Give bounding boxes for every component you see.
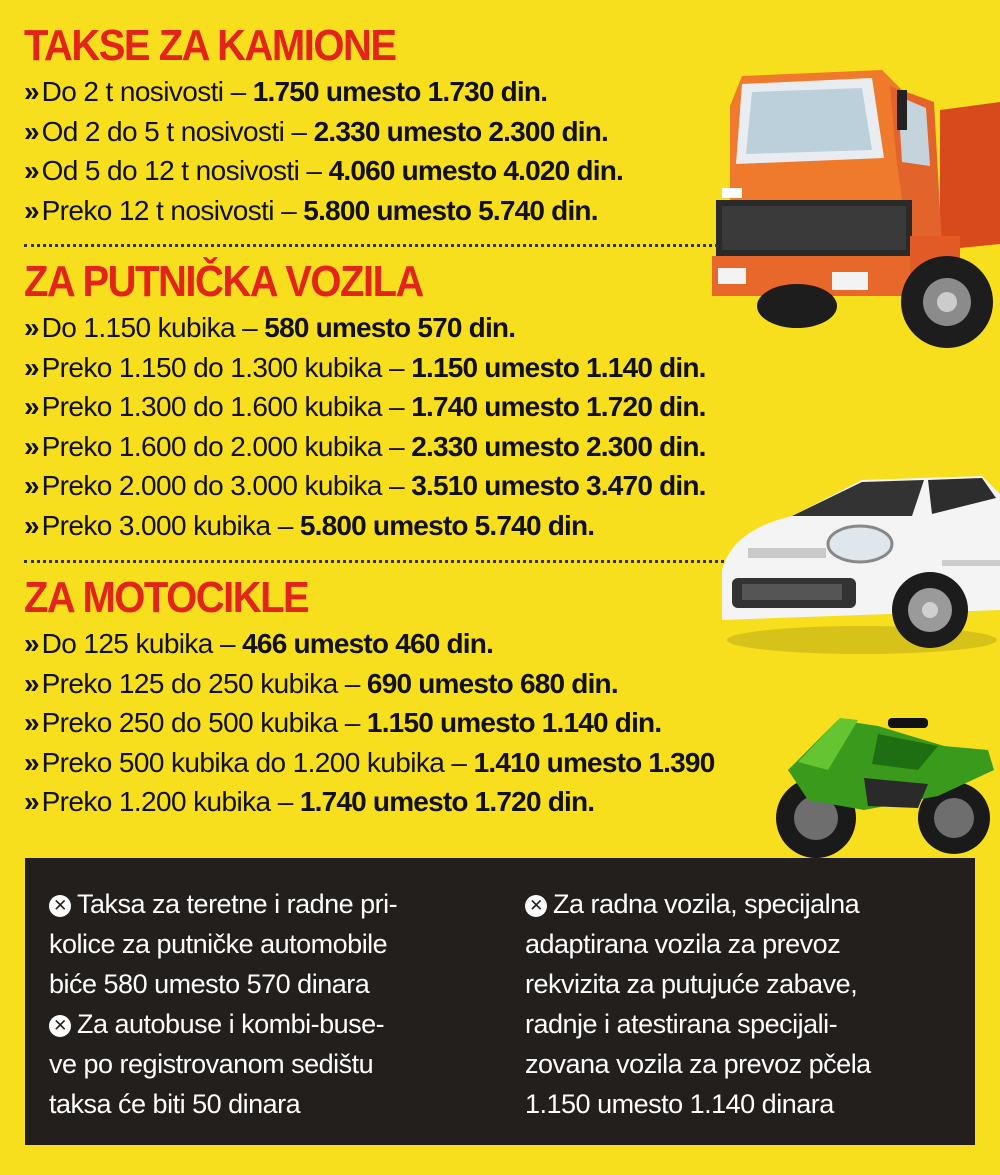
section-passenger-vehicles [24,258,706,545]
list-item: » Od 2 do 5 t nosivosti – 2.330 umesto 2.300 din. [24,115,609,147]
section-divider [24,244,724,247]
list-item: » Preko 12 t nosivosti – 5.800 umesto 5.740 din. [24,194,598,226]
arrow-icon: » [24,155,36,186]
list-item: » Preko 1.150 do 1.300 kubika – 1.150 umesto 1.140 din. [24,351,706,383]
section-heading: ZA MOTOCIKLE [24,574,309,622]
notes-box [25,858,975,1145]
list-item: » Preko 1.200 kubika – 1.740 umesto 1.720 din. [24,786,595,817]
list-item: » Preko 125 do 250 kubika – 690 umesto 680 din. [24,667,618,699]
arrow-icon: » [24,628,36,659]
section-trucks [24,22,623,230]
note-item: ✕ Za radna vozila, specijalna adaptirana vozila za prevoz rekvizita za putujuće zabave, radnje i atestirana specijali- zovana vozila za prevoz pčela 1.150 umesto 1.140 dinara [525,889,871,1119]
section-motorcycles [24,574,714,822]
close-circle-icon: ✕ [49,895,71,917]
close-circle-icon: ✕ [49,1015,71,1037]
list-item: » Preko 1.300 do 1.600 kubika – 1.740 umesto 1.720 din. [24,391,706,422]
car-image [712,470,1000,665]
list-item: » Preko 1.600 do 2.000 kubika – 2.330 umesto 2.300 din. [24,430,706,462]
motorcycle-image [768,700,1000,870]
section-divider [24,560,724,563]
list-item: » Preko 2.000 do 3.000 kubika – 3.510 umesto 3.470 din. [24,470,706,501]
arrow-icon: » [24,470,36,501]
arrow-icon: » [24,194,36,226]
section-heading: TAKSE ZA KAMIONE [24,22,396,70]
notes-right-column [525,884,965,1124]
list-item: » Preko 500 kubika do 1.200 kubika – 1.410 umesto 1.390 [24,746,715,778]
arrow-icon: » [24,786,36,817]
arrow-icon: » [24,746,36,778]
truck-image [712,66,1000,363]
arrow-icon: » [24,430,36,462]
notes-left-column [49,884,489,1124]
list-item: » Do 1.150 kubika – 580 umesto 570 din. [24,312,516,343]
list-item: » Do 125 kubika – 466 umesto 460 din. [24,628,494,659]
arrow-icon: » [24,707,36,738]
arrow-icon: » [24,312,36,343]
close-circle-icon: ✕ [525,895,547,917]
note-item: ✕ Taksa za teretne i radne pri- kolice za putničke automobile biće 580 umesto 570 dinara [49,889,398,999]
list-item: » Do 2 t nosivosti – 1.750 umesto 1.730 din. [24,76,548,107]
list-item: » Preko 250 do 500 kubika – 1.150 umesto 1.140 din. [24,707,662,738]
list-item: » Preko 3.000 kubika – 5.800 umesto 5.740 din. [24,509,595,541]
arrow-icon: » [24,351,36,383]
arrow-icon: » [24,509,36,541]
arrow-icon: » [24,76,36,107]
arrow-icon: » [24,667,36,699]
list-item: » Od 5 do 12 t nosivosti – 4.060 umesto 4.020 din. [24,155,623,186]
arrow-icon: » [24,391,36,422]
arrow-icon: » [24,115,36,147]
section-heading: ZA PUTNIČKA VOZILA [24,258,423,306]
note-item: ✕ Za autobuse i kombi-buse- ve po registrovanom sedištu taksa će biti 50 dinara [49,1009,385,1119]
